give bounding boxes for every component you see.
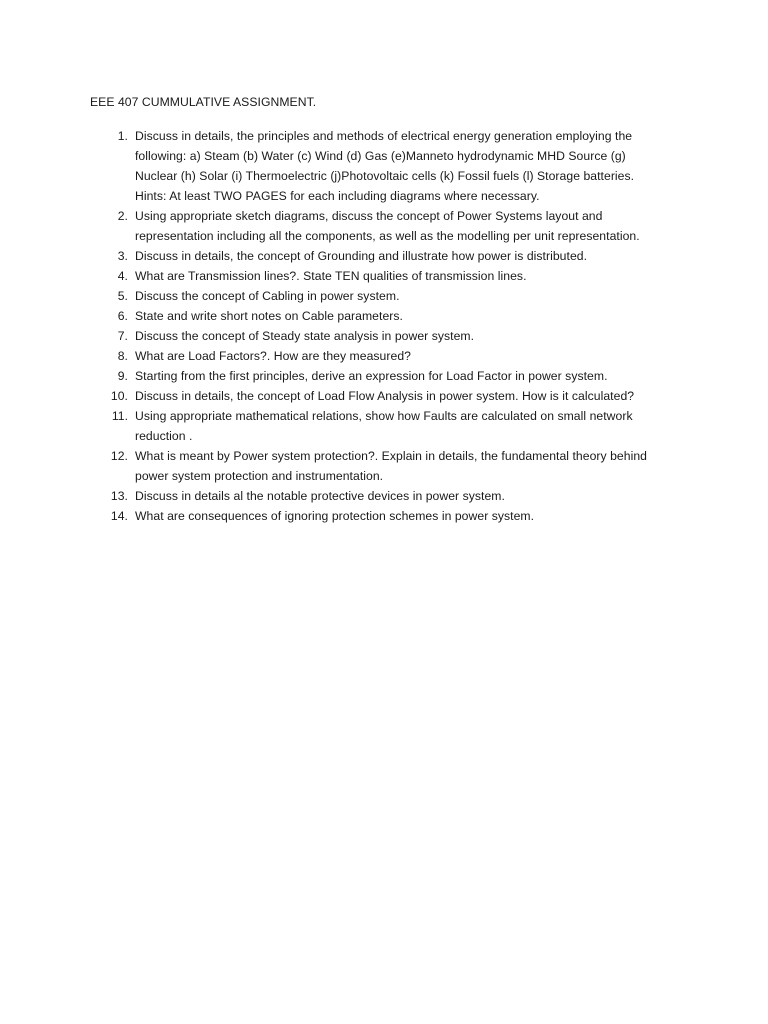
question-item [0,406,675,446]
question-text [135,286,675,306]
question-item [0,306,675,326]
document-title: EEE 407 CUMMULATIVE ASSIGNMENT. [90,95,317,109]
question-text [135,506,675,526]
question-number: 10. [110,389,128,403]
question-text-line: following: a) Steam (b) Water (c) Wind (d) Gas (e)Manneto hydrodynamic MHD Source (g) [135,149,626,163]
question-text-line: What is meant by Power system protection?. Explain in details, the fundamental theory behind [135,449,648,463]
question-text-line: Starting from the first principles, derive an expression for Load Factor in power system. [135,369,608,383]
question-text-line: What are Load Factors?. How are they measured? [135,349,411,363]
question-text-line: State and write short notes on Cable parameters. [135,309,403,323]
question-number: 1. [117,129,128,143]
question-item [0,446,675,486]
question-number: 14. [110,509,128,523]
question-number: 6. [117,309,128,323]
question-text-line: power system protection and instrumentation. [135,469,384,483]
question-number: 9. [117,369,128,383]
question-item [0,366,675,386]
question-number: 4. [117,269,128,283]
question-text [135,206,675,246]
question-text [135,246,675,266]
question-number: 12. [110,449,128,463]
question-text [135,266,675,286]
question-item [0,126,675,206]
question-number: 11. [111,409,128,423]
question-text-line: Discuss in details, the principles and methods of electrical energy generation employing the [135,129,633,143]
question-text [135,346,675,366]
question-text [135,406,675,446]
question-text-line: Nuclear (h) Solar (i) Thermoelectric (j)Photovoltaic cells (k) Fossil fuels (l) Storage batteries. [135,169,635,183]
question-list [0,126,675,526]
question-number: 3. [117,249,128,263]
question-text [135,126,675,206]
question-text [135,306,675,326]
question-item [0,266,675,286]
question-text-line: Discuss the concept of Cabling in power system. [135,289,400,303]
question-item [0,506,675,526]
question-text-line: What are consequences of ignoring protection schemes in power system. [135,509,535,523]
question-number: 2. [117,209,128,223]
question-number: 5. [117,289,128,303]
question-text-line: reduction . [135,429,193,443]
question-text-line: What are Transmission lines?. State TEN qualities of transmission lines. [135,269,527,283]
question-text-line: Discuss in details al the notable protective devices in power system. [135,489,505,503]
question-item [0,346,675,366]
question-text [135,366,675,386]
question-item [0,486,675,506]
question-number: 13. [110,489,128,503]
question-text-line: Using appropriate mathematical relations, show how Faults are calculated on small network [135,409,633,423]
question-text [135,446,675,486]
question-text-line: Using appropriate sketch diagrams, discuss the concept of Power Systems layout and [135,209,603,223]
question-text-line: Discuss the concept of Steady state analysis in power system. [135,329,475,343]
question-item [0,246,675,266]
question-item [0,286,675,306]
question-number: 8. [117,349,128,363]
question-item [0,326,675,346]
question-number: 7. [117,329,128,343]
question-text [135,326,675,346]
question-text-line: Discuss in details, the concept of Grounding and illustrate how power is distributed. [135,249,588,263]
question-text-line: Discuss in details, the concept of Load Flow Analysis in power system. How is it calculated? [135,389,635,403]
question-item [0,386,675,406]
question-text [135,386,675,406]
question-text-line: representation including all the components, as well as the modelling per unit representation. [135,229,640,243]
question-text-line: Hints: At least TWO PAGES for each including diagrams where necessary. [135,189,540,203]
question-item [0,206,675,246]
question-text [135,486,675,506]
